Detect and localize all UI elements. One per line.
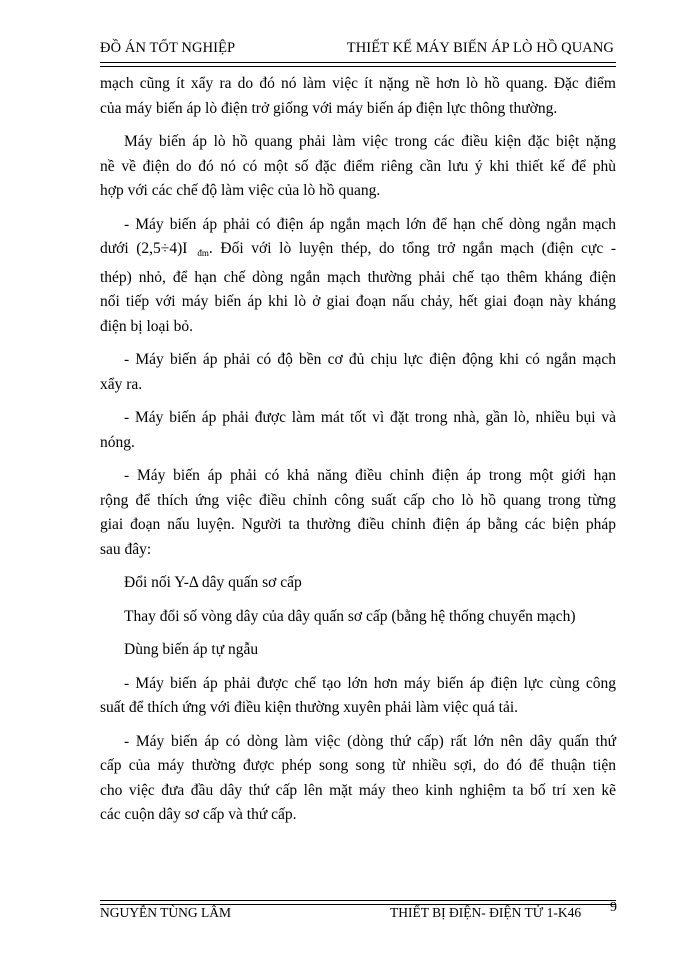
text-line: - Máy biến áp phải có điện áp ngắn mạch lớn để hạn chế dòng ngắn mạch — [124, 215, 616, 233]
text-line: - Máy biến áp có dòng làm việc (dòng thứ cấp) rất lớn nên dây quấn thứ — [124, 732, 616, 750]
list-item: Dùng biến áp tự ngẫu — [124, 641, 259, 658]
text-line: cấp của máy thường được phép song song từ nhiều sợi, do đó để thuận tiện — [100, 757, 616, 774]
paragraph-5 — [100, 406, 616, 455]
paragraph-6 — [100, 464, 616, 562]
paragraph-1 — [100, 72, 616, 121]
page-footer — [100, 905, 616, 925]
list-item: Thay đổi số vòng dây của dây quấn sơ cấp (bằng hệ thống chuyển mạch) — [124, 607, 576, 625]
text-line: nóng. — [100, 433, 135, 451]
text-fragment: . Đối với lò luyện thép, do tổng trở ngắn mạch (điện cực - — [208, 240, 616, 257]
text-line: - Máy biến áp phải có độ bền cơ đủ chịu lực điện động khi có ngắn mạch — [124, 351, 616, 368]
text-line: cho việc đưa đầu dây thứ cấp lên mặt máy theo kinh nghiệm ta bố trí xen kẽ — [100, 781, 616, 799]
paragraph-3 — [100, 213, 616, 340]
list-item: Đổi nối Y-Δ dây quấn sơ cấp — [124, 574, 302, 591]
footer-author: NGUYỄN TÙNG LÂM — [100, 905, 231, 920]
text-line: của máy biến áp lò điện trở giống với máy biến áp điện lực thông thường. — [100, 99, 558, 117]
text-line: - Máy biến áp phải được làm mát tốt vì đặt trong nhà, gần lò, nhiều bụi và — [124, 409, 616, 426]
paragraph-2 — [100, 130, 616, 204]
text-line: nề về điện do đó nó có một số đặc điểm riêng cần lưu ý khi thiết kế để phù — [100, 157, 616, 175]
text-line: xẩy ra. — [100, 375, 143, 393]
text-line: - Máy biến áp phải có khả năng điều chỉnh điện áp trong một giới hạn — [124, 467, 616, 484]
text-line: các cuộn dây sơ cấp và thứ cấp. — [100, 806, 297, 823]
text-line: mạch cũng ít xẩy ra do đó nó làm việc ít nặng nề hơn lò hồ quang. Đặc điểm — [100, 75, 616, 92]
text-line: điện bị loại bỏ. — [100, 317, 193, 335]
footer-department: THIẾT BỊ ĐIỆN- ĐIỆN TỬ 1-K46 — [390, 905, 582, 920]
header-divider — [100, 62, 616, 67]
text-line: sau đây: — [100, 540, 152, 558]
text-line: hợp với các chế độ làm việc của lò hồ quang. — [100, 182, 381, 199]
paragraph-8 — [100, 730, 616, 828]
subscript-dm: đm — [197, 248, 209, 258]
text-line: Máy biến áp lò hồ quang phải làm việc trong các điều kiện đặc biệt nặng — [124, 133, 616, 150]
text-line: - Máy biến áp phải được chế tạo lớn hơn máy biến áp điện lực cùng công — [124, 674, 616, 692]
text-line: nối tiếp với máy biến áp khi lò ở giai đoạn nấu chảy, hết giai đoạn này kháng — [100, 293, 616, 310]
paragraph-7 — [100, 672, 616, 721]
page-number: 9 — [610, 900, 617, 915]
text-line: rộng để thích ứng việc điều chỉnh công suất cấp cho lò hồ quang trong từng — [100, 491, 616, 509]
header-right-title: THIẾT KẾ MÁY BIẾN ÁP LÒ HỒ QUANG — [346, 40, 614, 56]
text-line: suất để thích ứng với điều kiện thường xuyên phải làm việc quá tải. — [100, 699, 519, 716]
text-line: giai đoạn nấu luyện. Người ta thường điều chỉnh điện áp bằng các biện pháp — [100, 516, 616, 533]
page-header — [100, 40, 614, 62]
text-fragment: dưới (2,5÷4)I — [100, 240, 188, 257]
text-line — [100, 237, 616, 266]
paragraph-4 — [100, 348, 616, 397]
text-line: thép) nhỏ, để hạn chế dòng ngắn mạch thường phải chế tạo thêm kháng điện — [100, 268, 616, 286]
document-body — [100, 72, 616, 828]
header-left-title: ĐỒ ÁN TỐT NGHIỆP — [100, 40, 236, 56]
